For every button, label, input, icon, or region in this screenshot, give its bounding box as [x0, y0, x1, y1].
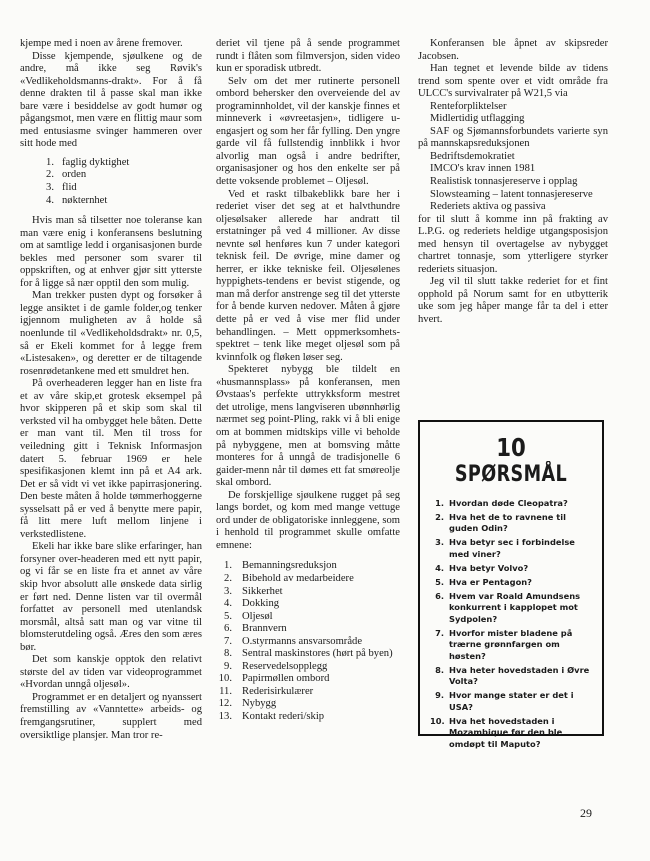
list-item: 13. Kontakt rederi/skip — [218, 710, 325, 722]
column-3 — [418, 38, 608, 327]
paragraph: Ved et raskt tilbakeblikk bare her i rederiet viser det seg at et halvthundre oljesølsaker allerede har andratt til erstatninger på ved 4 millioner. Av disse nevnte søl henføres kun 7 under kategori teknisk feil. De øvrige, mine damer og herrer, er ikke tekniske feil. Oljesølenes hyppighets-tendens er bevist stigende, og man må derfor anstrenge seg til det ytterste for å bende kurven nedover. Måten å gjøre dette på er ved å vise mer flid under behandlingen. – Mett oppmerksomhets-spektret – tenk like meget oljesøl som på kvinnfolk og fløken løser seg. — [216, 188, 400, 363]
quiz-question: 2. Hva het de to ravnene til guden Odin? — [435, 511, 566, 534]
quiz-question: 4. Hva betyr Volvo? — [435, 562, 529, 573]
list-item: 4. nøkternhet — [46, 194, 108, 206]
quiz-question: 5. Hva er Pentagon? — [435, 576, 532, 587]
paragraph: for til slutt å komme inn på frakting av L.P.G. og rederiets heldige utgangsposisjon med hensyn til overtagelse av nybygget chartret tonnasje, som ytterligere styrker rederiets situasjon. — [418, 213, 608, 275]
paragraph: Programmet er en detaljert og nyanssert fremstilling av «Vanntette» arbeids- og fremgangsrutiner, supplert med oversiktlige plansjer. Man tror re- — [20, 691, 202, 741]
agenda-item: Rederiets aktiva og passiva — [430, 201, 546, 213]
paragraph: På overheaderen legger han en liste fra et av våre skip,et grotesk eksempel på hvor skipperen på et skip som skal til verksted vil ha ombygget hele båten. Dette er man vant til. Men til tross for veiledning gitt i Teknisk Informasjon datert 5. februar 1969 er hele spesifikasjonen klemt inn på et A4 ark. Det er så vidt vi vet ikke papirrasjonering. Den beste måten å holde tømmerhoggerne sysselsatt på er ved å benytte mere papir, få litt mere luft mellom linjene i verkstedlistene. — [20, 378, 202, 540]
list-item: 5. Oljesøl — [224, 610, 273, 622]
column-2 — [216, 38, 400, 724]
quiz-question: 3. Hva betyr sec i forbindelse med viner? — [435, 537, 575, 559]
paragraph: Spekteret nybygg ble tildelt en «husmannsplass» på konferansen, men Øvstaas's perfekte uttrykksform mestret det utrolige, mens langviseren ubønnhørlig nærmet seg point-Pling, rakk vi å bli enige om at bommen midtskips ville vi beholde på nybyggene, men at bomsving måtte monteres for å unngå de tradisjonelle 6 gaider-menn når til dømes ett fat smøreolje skal ombord. — [216, 364, 400, 489]
list-item: 1. faglig dyktighet — [46, 156, 130, 168]
quiz-question: 6. Hvem var Roald Amundsens konkurrent i kapplopet mot Sydpolen? — [435, 590, 581, 624]
quiz-question: 1. Hvordan døde Cleopatra? — [435, 498, 568, 508]
list-item: 7. O.styrmanns ansvarsområde — [224, 635, 363, 647]
list-item: 1. Bemanningsreduksjon — [224, 560, 337, 572]
agenda-item: Renteforpliktelser — [430, 100, 507, 112]
paragraph: kjempe med i noen av årene fremover. — [20, 38, 183, 49]
agenda-item: Midlertidig utflagging — [430, 113, 525, 125]
list-item: 10. Papirmøllen ombord — [218, 673, 330, 685]
list-item: 4. Dokking — [224, 598, 280, 610]
list-item: 11. Rederisirkulærer — [219, 685, 314, 697]
quiz-question: 10. Hva het hovedstaden i Mozambique før den ble omdøpt til Maputo? — [430, 715, 563, 749]
list-item: 9. Reservedelsopplegg — [224, 660, 328, 672]
agenda-item: Slowsteaming – latent tonnasjereserve — [430, 188, 593, 200]
page-number: 29 — [580, 806, 592, 820]
list-item: 3. flid — [46, 182, 77, 194]
paragraph: Konferansen ble åpnet av skipsreder Jacobsen. — [418, 38, 608, 62]
paragraph: deriet vil tjene på å sende programmet rundt i flåten som filmversjon, siden video kun er sporadisk utbredt. — [216, 38, 400, 75]
paragraph: Man trekker pusten dypt og forsøker å legge ansiktet i de gamle folder,og tenker igjennom muligheten av å holde så noenlunde til «Vedlikeholdsdrakt» nr. 0,5, så er Ekeli kommet for å legge frem «Listesaken», og deretter er de tiltagende rosenrødetankene med ett smuldret hen. — [20, 290, 202, 377]
quiz-box — [418, 420, 604, 749]
list-item: 2. orden — [46, 169, 87, 181]
paragraph: Det som kanskje opptok den relativt største del av tiden var videoprogrammet «Hvordan unngå oljesøl». — [20, 654, 202, 691]
agenda-item: Realistisk tonnasjereserve i opplag — [430, 176, 578, 188]
paragraph: Jeg vil til slutt takke rederiet for et fint opphold på Norum samt for en utbytterik uke som jeg håper mange får ta del i etter hvert. — [418, 276, 608, 326]
list-item: 3. Sikkerhet — [224, 585, 283, 597]
quiz-questions — [420, 498, 602, 751]
list-item: 2. Bibehold av medarbeidere — [224, 572, 354, 584]
quiz-question: 9. Hvor mange stater er det i USA? — [435, 690, 574, 712]
column-1 — [20, 38, 202, 742]
list-item: 6. Brannvern — [224, 623, 287, 635]
list-item: 8. Sentral maskinstores (hørt på byen) — [224, 648, 393, 660]
paragraph: De forskjellige sjøulkene rugget på seg langs bordet, og kom med mange vettuge ord under de obligatoriske innleggene, som i henhold til programmet skulle omfatte emnene: — [216, 489, 400, 551]
agenda-item: IMCO's krav innen 1981 — [430, 163, 536, 175]
quiz-question: 7. Hvorfor mister bladene på trærne grønnfargen om høsten? — [435, 627, 573, 661]
paragraph: Hvis man så tilsetter noe toleranse kan man være enig i konferansens beslutning om at samtlige ledd i organisasjonen burde bekles med personer som svarer til oppskriften, og at enhver gjør sitt ytterste for å ligge så nær opptil den som mulig. — [20, 215, 202, 289]
paragraph: Han tegnet et levende bilde av tidens trend som spente over et vidt område fra ULCC's survivalrater på W21,5 via — [418, 63, 608, 100]
quality-list — [42, 157, 202, 207]
agenda-item: SAF og Sjømannsforbundets varierte syn på mannskapsreduksjonen — [418, 125, 608, 150]
agenda-item: Bedriftsdemokratiet — [430, 150, 515, 162]
quiz-question: 8. Hva heter hovedstaden i Øvre Volta? — [435, 664, 590, 687]
quiz-title: SPØRSMÅL — [454, 462, 568, 487]
paragraph: Selv om det mer rutinerte personell ombord behersker den overveiende del av programinnholdet, vil der kanskje finnes et minneverk i «øvreetasjen», tidligere u-engasjert og som her får fylling. Den yngre garde vil få fullstendig innblikk i hvor alvorlig man også i andre bedrifter, organisasjoner og hos den enkelte ser på dette voksende problemet – Oljesøl. — [216, 75, 400, 188]
topic-list — [216, 560, 400, 723]
list-item: 12. Nybygg — [218, 698, 277, 710]
paragraph: Disse kjempende, sjøulkene og de andre, må ikke seg Røvik's «Vedlikeholdsmanns-drakt». For å få denne drakten til å passe skal man ikke bare være i besiddelse av godt humør og pågangsmot, men være en flittig maur som med entusiasme svinger hammeren over sitt hode med — [20, 50, 202, 150]
paragraph: Ekeli har ikke bare slike erfaringer, han forsyner over-headeren med ett nytt papir, og vi får se en liste fra et annet av våre skip hvor absolutt alle ønskede data sirlig er ført ned. Denne listen var til overmål forfattet av personell med utenlandsk morsmål, altså satt man og var vitne til blomsterutdeling også. Æres den som æres bør. — [20, 541, 202, 653]
quiz-number: 10 — [496, 433, 526, 462]
